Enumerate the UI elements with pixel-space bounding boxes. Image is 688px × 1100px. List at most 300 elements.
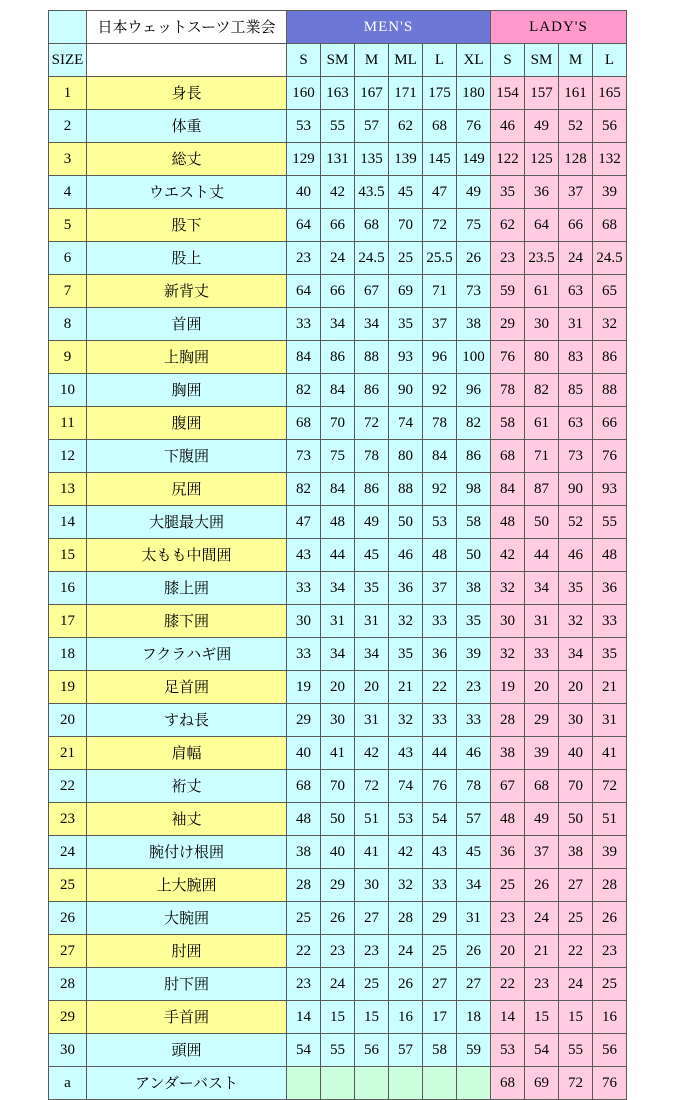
mens-value: 20 <box>355 671 389 704</box>
mens-value: 180 <box>457 77 491 110</box>
ladys-value: 88 <box>593 374 627 407</box>
ladys-value: 24.5 <box>593 242 627 275</box>
mens-value: 16 <box>389 1001 423 1034</box>
ladys-value: 42 <box>491 539 525 572</box>
mens-value: 57 <box>355 110 389 143</box>
mens-value: 56 <box>355 1034 389 1067</box>
ladys-value: 30 <box>525 308 559 341</box>
mens-value: 31 <box>355 605 389 638</box>
table-row <box>49 605 627 638</box>
corner-cell <box>49 11 87 44</box>
ladys-value: 26 <box>593 902 627 935</box>
measurement-name: 足首囲 <box>87 671 287 704</box>
ladys-value: 34 <box>525 572 559 605</box>
mens-value: 93 <box>389 341 423 374</box>
mens-value: 149 <box>457 143 491 176</box>
table-row <box>49 143 627 176</box>
ladys-value: 23 <box>491 242 525 275</box>
mens-value: 27 <box>355 902 389 935</box>
mens-value: 17 <box>423 1001 457 1034</box>
measurement-name: 肘囲 <box>87 935 287 968</box>
table-row <box>49 374 627 407</box>
mens-value: 23 <box>457 671 491 704</box>
ladys-value: 32 <box>593 308 627 341</box>
mens-value: 41 <box>321 737 355 770</box>
ladys-value: 63 <box>559 407 593 440</box>
ladys-value: 48 <box>593 539 627 572</box>
ladys-value: 20 <box>525 671 559 704</box>
ladys-value: 31 <box>593 704 627 737</box>
table-header-row-sizes <box>49 44 627 77</box>
measurement-name: 胸囲 <box>87 374 287 407</box>
mens-value: 70 <box>321 770 355 803</box>
ladys-value: 50 <box>559 803 593 836</box>
ladys-value: 29 <box>525 704 559 737</box>
row-number: 16 <box>49 572 87 605</box>
row-number: 22 <box>49 770 87 803</box>
mens-value: 48 <box>287 803 321 836</box>
row-number: 1 <box>49 77 87 110</box>
measurement-name: 肩幅 <box>87 737 287 770</box>
mens-value: 67 <box>355 275 389 308</box>
mens-value: 34 <box>321 308 355 341</box>
measurement-name: ウエスト丈 <box>87 176 287 209</box>
ladys-value: 32 <box>491 572 525 605</box>
mens-value: 34 <box>321 638 355 671</box>
mens-value: 72 <box>355 407 389 440</box>
table-row <box>49 440 627 473</box>
mens-value: 84 <box>321 473 355 506</box>
mens-value: 31 <box>457 902 491 935</box>
row-number: 23 <box>49 803 87 836</box>
measurement-name: 膝上囲 <box>87 572 287 605</box>
ladys-value: 35 <box>559 572 593 605</box>
mens-size-l: L <box>423 44 457 77</box>
measurement-name: フクラハギ囲 <box>87 638 287 671</box>
mens-value: 70 <box>389 209 423 242</box>
mens-value: 20 <box>321 671 355 704</box>
mens-value: 44 <box>423 737 457 770</box>
mens-value: 76 <box>457 110 491 143</box>
mens-value: 175 <box>423 77 457 110</box>
row-number: 2 <box>49 110 87 143</box>
ladys-value: 80 <box>525 341 559 374</box>
mens-value: 38 <box>457 572 491 605</box>
mens-value: 58 <box>423 1034 457 1067</box>
mens-value: 73 <box>287 440 321 473</box>
ladys-value: 28 <box>491 704 525 737</box>
table-row <box>49 869 627 902</box>
ladys-value: 68 <box>525 770 559 803</box>
mens-value: 75 <box>321 440 355 473</box>
mens-value: 145 <box>423 143 457 176</box>
mens-value: 42 <box>389 836 423 869</box>
ladys-value: 25 <box>491 869 525 902</box>
mens-value: 34 <box>321 572 355 605</box>
ladys-value: 85 <box>559 374 593 407</box>
table-row <box>49 803 627 836</box>
measurement-name: 大腿最大囲 <box>87 506 287 539</box>
mens-value: 27 <box>423 968 457 1001</box>
row-number: 24 <box>49 836 87 869</box>
table-row <box>49 1067 627 1100</box>
ladys-value: 25 <box>593 968 627 1001</box>
mens-value: 26 <box>321 902 355 935</box>
mens-value: 55 <box>321 1034 355 1067</box>
mens-value: 45 <box>389 176 423 209</box>
mens-value: 74 <box>389 407 423 440</box>
mens-value: 64 <box>287 275 321 308</box>
table-row <box>49 737 627 770</box>
mens-value: 96 <box>457 374 491 407</box>
mens-value: 58 <box>457 506 491 539</box>
size-chart-table <box>48 10 627 1100</box>
mens-value: 34 <box>355 308 389 341</box>
ladys-value: 32 <box>559 605 593 638</box>
mens-value: 21 <box>389 671 423 704</box>
table-row <box>49 935 627 968</box>
ladys-value: 16 <box>593 1001 627 1034</box>
row-number: 11 <box>49 407 87 440</box>
row-number: 21 <box>49 737 87 770</box>
ladys-value: 69 <box>525 1067 559 1100</box>
mens-size-ml: ML <box>389 44 423 77</box>
mens-value: 135 <box>355 143 389 176</box>
ladys-value: 53 <box>491 1034 525 1067</box>
ladys-value: 56 <box>593 110 627 143</box>
mens-value: 27 <box>457 968 491 1001</box>
row-number: 6 <box>49 242 87 275</box>
mens-value: 37 <box>423 308 457 341</box>
mens-value: 35 <box>355 572 389 605</box>
mens-value: 36 <box>389 572 423 605</box>
mens-value: 100 <box>457 341 491 374</box>
table-row <box>49 308 627 341</box>
ladys-value: 49 <box>525 803 559 836</box>
ladys-value: 37 <box>525 836 559 869</box>
mens-value: 40 <box>287 737 321 770</box>
ladys-value: 59 <box>491 275 525 308</box>
ladys-value: 76 <box>593 440 627 473</box>
mens-value: 54 <box>423 803 457 836</box>
row-number: 25 <box>49 869 87 902</box>
measurement-name: 太もも中間囲 <box>87 539 287 572</box>
mens-value: 22 <box>287 935 321 968</box>
mens-value: 45 <box>457 836 491 869</box>
table-body <box>49 77 627 1100</box>
ladys-value: 48 <box>491 506 525 539</box>
ladys-value: 33 <box>593 605 627 638</box>
ladys-value: 82 <box>525 374 559 407</box>
mens-value: 25 <box>389 242 423 275</box>
row-number: 27 <box>49 935 87 968</box>
mens-value: 71 <box>423 275 457 308</box>
measurement-name: 手首囲 <box>87 1001 287 1034</box>
ladys-value: 35 <box>593 638 627 671</box>
mens-value: 163 <box>321 77 355 110</box>
mens-value <box>355 1067 389 1100</box>
mens-value: 44 <box>321 539 355 572</box>
mens-value: 29 <box>321 869 355 902</box>
mens-value: 26 <box>389 968 423 1001</box>
measurement-name: 頭囲 <box>87 1034 287 1067</box>
mens-value: 40 <box>287 176 321 209</box>
ladys-value: 68 <box>491 440 525 473</box>
measurement-name: 腹囲 <box>87 407 287 440</box>
mens-value: 31 <box>355 704 389 737</box>
table-header-row-brand <box>49 11 627 44</box>
table-row <box>49 77 627 110</box>
row-number: 28 <box>49 968 87 1001</box>
ladys-value: 90 <box>559 473 593 506</box>
mens-value: 74 <box>389 770 423 803</box>
row-number: 10 <box>49 374 87 407</box>
row-number: 18 <box>49 638 87 671</box>
ladys-value: 56 <box>593 1034 627 1067</box>
ladys-value: 76 <box>593 1067 627 1100</box>
row-number: 5 <box>49 209 87 242</box>
mens-value: 86 <box>355 374 389 407</box>
row-number: 20 <box>49 704 87 737</box>
mens-value: 53 <box>287 110 321 143</box>
ladys-value: 30 <box>559 704 593 737</box>
table-row <box>49 704 627 737</box>
ladys-value: 161 <box>559 77 593 110</box>
ladys-value: 39 <box>525 737 559 770</box>
ladys-value: 54 <box>525 1034 559 1067</box>
mens-value: 43 <box>423 836 457 869</box>
mens-value: 31 <box>321 605 355 638</box>
measurement-name: 肘下囲 <box>87 968 287 1001</box>
measurement-name: アンダーバスト <box>87 1067 287 1100</box>
ladys-value: 52 <box>559 110 593 143</box>
table-row <box>49 110 627 143</box>
row-number: 14 <box>49 506 87 539</box>
mens-value: 68 <box>287 407 321 440</box>
mens-value: 47 <box>423 176 457 209</box>
mens-value: 78 <box>423 407 457 440</box>
ladys-value: 15 <box>525 1001 559 1034</box>
ladys-value: 38 <box>491 737 525 770</box>
mens-value: 50 <box>457 539 491 572</box>
mens-group-header: MEN'S <box>287 11 491 44</box>
blank-cell <box>87 44 287 77</box>
mens-value: 75 <box>457 209 491 242</box>
mens-value: 28 <box>287 869 321 902</box>
ladys-value: 71 <box>525 440 559 473</box>
ladys-value: 49 <box>525 110 559 143</box>
ladys-value: 26 <box>525 869 559 902</box>
ladys-value: 27 <box>559 869 593 902</box>
mens-value: 53 <box>389 803 423 836</box>
mens-value: 25.5 <box>423 242 457 275</box>
mens-value <box>287 1067 321 1100</box>
ladys-value: 87 <box>525 473 559 506</box>
mens-value: 34 <box>355 638 389 671</box>
ladys-size-s: S <box>491 44 525 77</box>
mens-value: 33 <box>287 308 321 341</box>
row-number: 4 <box>49 176 87 209</box>
mens-value <box>321 1067 355 1100</box>
ladys-value: 52 <box>559 506 593 539</box>
ladys-value: 40 <box>559 737 593 770</box>
mens-value: 82 <box>457 407 491 440</box>
ladys-value: 55 <box>593 506 627 539</box>
measurement-name: 上胸囲 <box>87 341 287 374</box>
mens-value: 30 <box>287 605 321 638</box>
ladys-value: 23.5 <box>525 242 559 275</box>
table-row <box>49 671 627 704</box>
ladys-value: 62 <box>491 209 525 242</box>
mens-value: 88 <box>355 341 389 374</box>
mens-value: 33 <box>457 704 491 737</box>
ladys-value: 50 <box>525 506 559 539</box>
table-row <box>49 968 627 1001</box>
mens-value: 54 <box>287 1034 321 1067</box>
ladys-value: 72 <box>593 770 627 803</box>
measurement-name: すね長 <box>87 704 287 737</box>
mens-value: 160 <box>287 77 321 110</box>
mens-value: 73 <box>457 275 491 308</box>
ladys-value: 58 <box>491 407 525 440</box>
mens-value: 24 <box>321 968 355 1001</box>
mens-value: 43 <box>389 737 423 770</box>
mens-value: 167 <box>355 77 389 110</box>
mens-value: 30 <box>355 869 389 902</box>
mens-size-xl: XL <box>457 44 491 77</box>
mens-value: 29 <box>287 704 321 737</box>
measurement-name: 膝下囲 <box>87 605 287 638</box>
measurement-name: 尻囲 <box>87 473 287 506</box>
measurement-name: 大腕囲 <box>87 902 287 935</box>
table-row <box>49 473 627 506</box>
mens-value: 43 <box>287 539 321 572</box>
mens-value: 33 <box>423 704 457 737</box>
mens-value: 24 <box>321 242 355 275</box>
ladys-value: 34 <box>559 638 593 671</box>
table-row <box>49 836 627 869</box>
mens-value: 47 <box>287 506 321 539</box>
mens-value: 22 <box>423 671 457 704</box>
table-row <box>49 1001 627 1034</box>
ladys-value: 66 <box>559 209 593 242</box>
mens-value: 90 <box>389 374 423 407</box>
measurement-name: 下腹囲 <box>87 440 287 473</box>
mens-value: 28 <box>389 902 423 935</box>
ladys-value: 14 <box>491 1001 525 1034</box>
mens-value: 42 <box>355 737 389 770</box>
mens-value: 86 <box>457 440 491 473</box>
mens-value: 48 <box>423 539 457 572</box>
ladys-value: 36 <box>593 572 627 605</box>
row-number: 12 <box>49 440 87 473</box>
row-number: 13 <box>49 473 87 506</box>
mens-value: 35 <box>457 605 491 638</box>
ladys-value: 46 <box>559 539 593 572</box>
mens-value: 15 <box>321 1001 355 1034</box>
mens-value: 35 <box>389 638 423 671</box>
mens-value <box>457 1067 491 1100</box>
mens-value: 131 <box>321 143 355 176</box>
mens-value: 80 <box>389 440 423 473</box>
ladys-value: 55 <box>559 1034 593 1067</box>
table-row <box>49 902 627 935</box>
ladys-value: 76 <box>491 341 525 374</box>
ladys-size-sm: SM <box>525 44 559 77</box>
mens-value <box>423 1067 457 1100</box>
mens-value: 33 <box>423 869 457 902</box>
mens-value: 46 <box>457 737 491 770</box>
mens-value: 66 <box>321 275 355 308</box>
mens-value: 49 <box>355 506 389 539</box>
row-number: 8 <box>49 308 87 341</box>
mens-value: 50 <box>321 803 355 836</box>
mens-size-m: M <box>355 44 389 77</box>
row-number: 26 <box>49 902 87 935</box>
mens-value: 33 <box>287 572 321 605</box>
ladys-value: 15 <box>559 1001 593 1034</box>
table-row <box>49 275 627 308</box>
mens-value: 23 <box>355 935 389 968</box>
mens-value: 34 <box>457 869 491 902</box>
ladys-value: 19 <box>491 671 525 704</box>
ladys-value: 73 <box>559 440 593 473</box>
mens-value: 53 <box>423 506 457 539</box>
ladys-value: 44 <box>525 539 559 572</box>
table-row <box>49 1034 627 1067</box>
measurement-name: 体重 <box>87 110 287 143</box>
row-number: 19 <box>49 671 87 704</box>
mens-value: 171 <box>389 77 423 110</box>
ladys-value: 122 <box>491 143 525 176</box>
ladys-value: 32 <box>491 638 525 671</box>
ladys-value: 65 <box>593 275 627 308</box>
measurement-name: 新背丈 <box>87 275 287 308</box>
mens-value: 57 <box>389 1034 423 1067</box>
mens-value: 49 <box>457 176 491 209</box>
mens-value: 55 <box>321 110 355 143</box>
measurement-name: 首囲 <box>87 308 287 341</box>
mens-value: 78 <box>457 770 491 803</box>
mens-value: 36 <box>423 638 457 671</box>
mens-value: 25 <box>423 935 457 968</box>
mens-value: 51 <box>355 803 389 836</box>
mens-value: 88 <box>389 473 423 506</box>
ladys-value: 21 <box>593 671 627 704</box>
ladys-value: 63 <box>559 275 593 308</box>
maker-name: 日本ウェットスーツ工業会 <box>87 11 287 44</box>
mens-value: 68 <box>287 770 321 803</box>
measurement-name: 袖丈 <box>87 803 287 836</box>
mens-value: 139 <box>389 143 423 176</box>
mens-value: 98 <box>457 473 491 506</box>
mens-value: 33 <box>423 605 457 638</box>
ladys-value: 68 <box>593 209 627 242</box>
mens-value: 70 <box>321 407 355 440</box>
mens-value: 23 <box>287 968 321 1001</box>
ladys-value: 72 <box>559 1067 593 1100</box>
ladys-value: 31 <box>559 308 593 341</box>
measurement-name: 総丈 <box>87 143 287 176</box>
mens-value: 33 <box>287 638 321 671</box>
mens-value: 78 <box>355 440 389 473</box>
mens-value: 45 <box>355 539 389 572</box>
ladys-value: 24 <box>525 902 559 935</box>
mens-value: 92 <box>423 473 457 506</box>
table-row <box>49 176 627 209</box>
ladys-value: 67 <box>491 770 525 803</box>
ladys-value: 83 <box>559 341 593 374</box>
